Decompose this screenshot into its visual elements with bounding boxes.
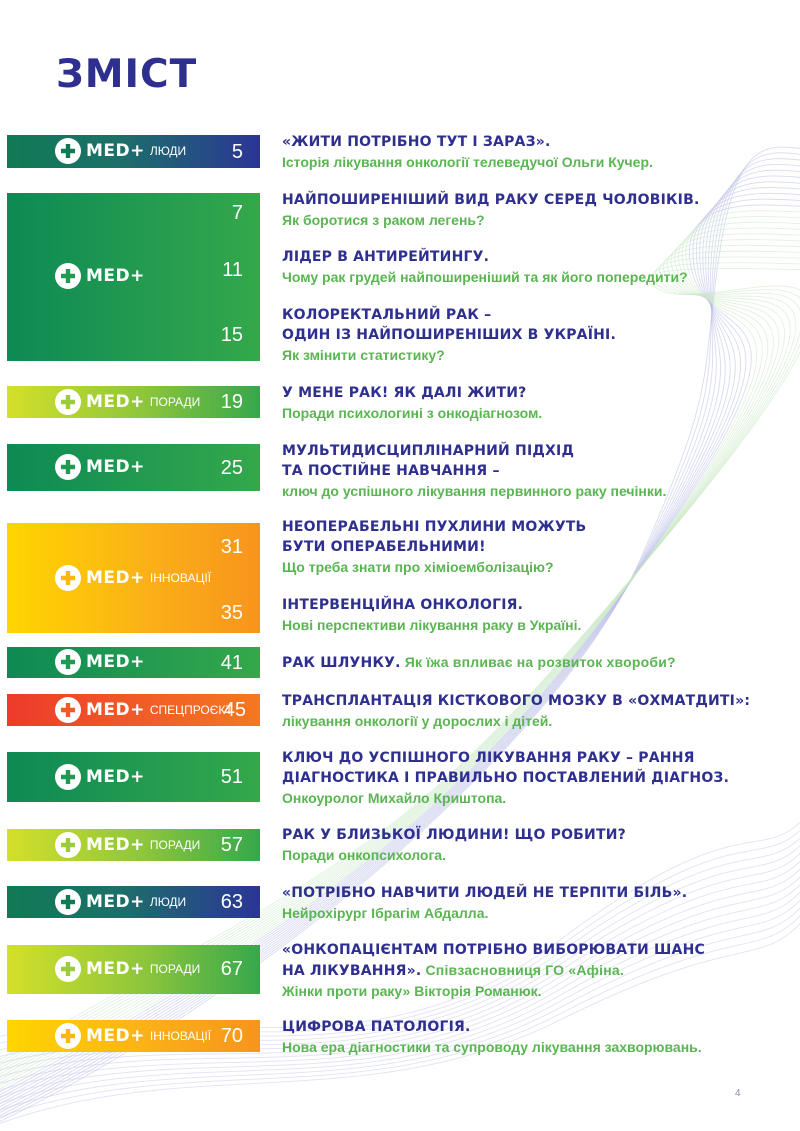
entry-subtitle: лікування онкології у дорослих і дітей. xyxy=(282,713,553,729)
toc-entry[interactable] xyxy=(282,940,792,1001)
med-plus-logo xyxy=(55,954,200,984)
page-title: ЗМІСТ xyxy=(56,52,198,97)
page-number-link[interactable]: 15 xyxy=(220,324,243,346)
med-plus-logo xyxy=(55,452,150,482)
logo-wordmark: MED+ xyxy=(86,700,145,720)
page-number-link[interactable]: 70 xyxy=(220,1025,243,1047)
rubric-band-innovations xyxy=(7,1020,260,1052)
logo-wordmark: MED+ xyxy=(86,266,145,286)
entry-heading xyxy=(282,652,792,673)
rubric-band-tips xyxy=(7,829,260,861)
entry-subtitle: Що треба знати про хіміоемболізацію? xyxy=(282,559,554,575)
rubric-label: ІННОВАЦІЇ xyxy=(149,571,212,585)
rubric-band-main xyxy=(7,647,260,678)
med-plus-logo-icon xyxy=(55,454,81,480)
logo-wordmark: MED+ xyxy=(86,767,145,787)
page-number-link[interactable]: 45 xyxy=(223,699,246,721)
entry-inline-subtitle: Співзасновниця ГО «Афіна. xyxy=(421,962,624,978)
med-plus-logo xyxy=(55,647,150,677)
logo-wordmark: MED+ xyxy=(86,835,145,855)
rubric-band-special-project xyxy=(7,694,260,726)
page-number-link[interactable]: 63 xyxy=(220,891,243,913)
entry-subtitle: Поради психологині з онкодіагнозом. xyxy=(282,405,543,421)
entry-heading: ТРАНСПЛАНТАЦІЯ КІСТКОВОГО МОЗКУ В «ОХМАТДИТІ»: xyxy=(282,693,751,709)
logo-wordmark: MED+ xyxy=(86,959,145,979)
page-number-link[interactable]: 19 xyxy=(220,391,243,413)
entry-subtitle: Як змінити статистику? xyxy=(282,347,445,363)
entry-subtitle: ключ до успішного лікування первинного раку печінки. xyxy=(282,483,667,499)
rubric-band-main xyxy=(7,752,260,802)
page-number-link[interactable]: 11 xyxy=(222,259,243,281)
med-plus-logo xyxy=(55,1021,211,1051)
toc-entry[interactable] xyxy=(282,383,792,423)
med-plus-logo xyxy=(55,830,200,860)
entry-subtitle: Нейрохірург Ібрагім Абдалла. xyxy=(282,905,489,921)
med-plus-logo-icon xyxy=(55,565,81,591)
toc-entry[interactable] xyxy=(282,517,792,577)
logo-wordmark: MED+ xyxy=(86,568,145,588)
entry-subtitle: Історія лікування онкології телеведучої Ольги Кучер. xyxy=(282,154,653,170)
med-plus-logo xyxy=(55,136,186,166)
rubric-band-people xyxy=(7,886,260,918)
entry-subtitle: Онкоуролог Михайло Криштопа. xyxy=(282,790,507,806)
page-number-link[interactable]: 35 xyxy=(220,602,243,624)
toc-entry[interactable] xyxy=(282,652,792,673)
entry-subtitle: Як боротися з раком легень? xyxy=(282,212,485,228)
rubric-label: ПОРАДИ xyxy=(149,838,201,852)
rubric-label: СПЕЦПРОЄКТ xyxy=(149,703,233,717)
toc-entry[interactable] xyxy=(282,132,792,172)
entry-heading-text: РАК ШЛУНКУ. xyxy=(282,655,401,671)
entry-heading-text: НА ЛІКУВАННЯ». xyxy=(282,963,422,979)
med-plus-logo xyxy=(55,762,150,792)
rubric-band-people xyxy=(7,135,260,168)
med-plus-logo-icon xyxy=(55,138,81,164)
med-plus-logo xyxy=(55,261,150,291)
entry-heading xyxy=(282,960,792,981)
toc-entry[interactable] xyxy=(282,748,792,808)
logo-wordmark: MED+ xyxy=(86,457,145,477)
logo-wordmark: MED+ xyxy=(86,892,145,912)
toc-entry[interactable] xyxy=(282,190,792,230)
logo-wordmark: MED+ xyxy=(86,141,145,161)
entry-heading: МУЛЬТИДИСЦИПЛІНАРНИЙ ПІДХІД xyxy=(282,443,575,459)
entry-subtitle: Жінки проти раку» Вікторія Романюк. xyxy=(282,983,542,999)
entry-inline-subtitle: Як їжа впливає на розвиток хвороби? xyxy=(400,654,676,670)
rubric-band-innovations xyxy=(7,523,260,633)
rubric-label: ІННОВАЦІЇ xyxy=(149,1029,212,1043)
rubric-label: ЛЮДИ xyxy=(149,895,187,909)
entry-heading: ОДИН ІЗ НАЙПОШИРЕНІШИХ В УКРАЇНІ. xyxy=(282,327,616,343)
toc-entry[interactable] xyxy=(282,247,792,287)
entry-subtitle: Нові перспективи лікування раку в Україні. xyxy=(282,617,582,633)
entry-subtitle: Чому рак грудей найпоширеніший та як його попередити? xyxy=(282,269,688,285)
med-plus-logo-icon xyxy=(55,832,81,858)
entry-heading: «ПОТРІБНО НАВЧИТИ ЛЮДЕЙ НЕ ТЕРПІТИ БІЛЬ». xyxy=(282,885,688,901)
logo-wordmark: MED+ xyxy=(86,652,145,672)
med-plus-logo-icon xyxy=(55,889,81,915)
toc-entry[interactable] xyxy=(282,1017,792,1057)
entry-heading: ТА ПОСТІЙНЕ НАВЧАННЯ – xyxy=(282,463,500,479)
entry-heading: НЕОПЕРАБЕЛЬНІ ПУХЛИНИ МОЖУТЬ xyxy=(282,519,587,535)
logo-wordmark: MED+ xyxy=(86,1026,145,1046)
page-number-link[interactable]: 41 xyxy=(220,652,243,674)
page-number-link[interactable]: 67 xyxy=(220,958,243,980)
med-plus-logo xyxy=(55,387,200,417)
page-number: 4 xyxy=(735,1088,741,1099)
entry-heading: НАЙПОШИРЕНІШИЙ ВИД РАКУ СЕРЕД ЧОЛОВІКІВ. xyxy=(282,192,700,208)
med-plus-logo-icon xyxy=(55,389,81,415)
entry-heading: ЦИФРОВА ПАТОЛОГІЯ. xyxy=(282,1019,471,1035)
entry-heading: ЛІДЕР В АНТИРЕЙТИНГУ. xyxy=(282,249,490,265)
med-plus-logo xyxy=(55,887,186,917)
toc-entry[interactable] xyxy=(282,595,792,635)
rubric-label: ПОРАДИ xyxy=(149,962,201,976)
toc-entry[interactable] xyxy=(282,305,792,365)
rubric-label: ЛЮДИ xyxy=(149,144,187,158)
entry-heading: КЛЮЧ ДО УСПІШНОГО ЛІКУВАННЯ РАКУ – РАННЯ xyxy=(282,750,695,766)
toc-entry[interactable] xyxy=(282,441,792,501)
entry-heading: «ОНКОПАЦІЄНТАМ ПОТРІБНО ВИБОРЮВАТИ ШАНС xyxy=(282,942,705,958)
med-plus-logo-icon xyxy=(55,764,81,790)
entry-subtitle: Поради онкопсихолога. xyxy=(282,847,446,863)
wave-line xyxy=(0,892,800,1124)
rubric-band-tips xyxy=(7,386,260,418)
med-plus-logo-icon xyxy=(55,956,81,982)
med-plus-logo-icon xyxy=(55,649,81,675)
med-plus-logo xyxy=(55,563,211,593)
toc-entry[interactable] xyxy=(282,691,792,731)
page-number-link[interactable]: 51 xyxy=(220,766,243,788)
rubric-band-main xyxy=(7,193,260,361)
entry-heading: У МЕНЕ РАК! ЯК ДАЛІ ЖИТИ? xyxy=(282,385,527,401)
med-plus-logo-icon xyxy=(55,1023,81,1049)
entry-heading: ІНТЕРВЕНЦІЙНА ОНКОЛОГІЯ. xyxy=(282,597,524,613)
page-number-link[interactable]: 7 xyxy=(231,202,243,224)
rubric-band-tips xyxy=(7,945,260,994)
med-plus-logo-icon xyxy=(55,697,81,723)
rubric-label: ПОРАДИ xyxy=(149,395,201,409)
page-number-link[interactable]: 5 xyxy=(231,141,243,163)
page-number-link[interactable]: 25 xyxy=(220,457,243,479)
entry-heading: ДІАГНОСТИКА І ПРАВИЛЬНО ПОСТАВЛЕНИЙ ДІАГНОЗ. xyxy=(282,770,730,786)
toc-entry[interactable] xyxy=(282,883,792,923)
entry-heading: БУТИ ОПЕРАБЕЛЬНИМИ! xyxy=(282,539,486,555)
med-plus-logo-icon xyxy=(55,263,81,289)
page-number-link[interactable]: 31 xyxy=(220,536,243,558)
med-plus-logo xyxy=(55,695,233,725)
entry-heading: «ЖИТИ ПОТРІБНО ТУТ І ЗАРАЗ». xyxy=(282,134,551,150)
entry-heading: КОЛОРЕКТАЛЬНИЙ РАК – xyxy=(282,307,492,323)
toc-entry[interactable] xyxy=(282,825,792,865)
entry-heading: РАК У БЛИЗЬКОЇ ЛЮДИНИ! ЩО РОБИТИ? xyxy=(282,827,626,843)
page-number-link[interactable]: 57 xyxy=(220,834,243,856)
logo-wordmark: MED+ xyxy=(86,392,145,412)
rubric-band-main xyxy=(7,444,260,491)
entry-subtitle: Нова ера діагностики та супроводу лікування захворювань. xyxy=(282,1039,702,1055)
